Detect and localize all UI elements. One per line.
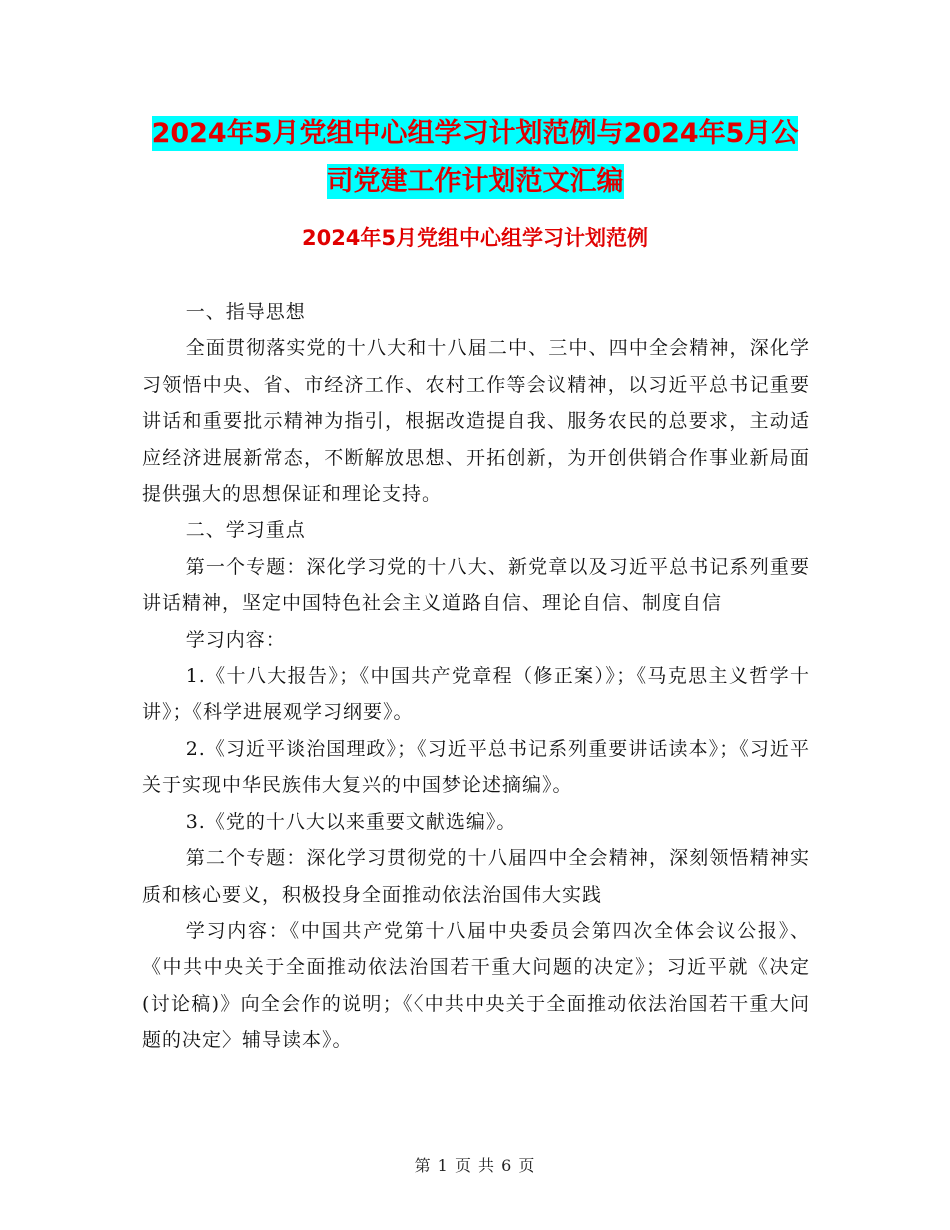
title-line-2: 司党建工作计划范文汇编 [326, 166, 624, 197]
list-item-1: 1.《十八大报告》；《中国共产党章程（修正案）》；《马克思主义哲学十讲》；《科学进展观学习纲要》。 [142, 665, 810, 724]
heading-guiding-ideology: 一、指导思想 [185, 301, 306, 323]
page-footer: 第 1 页 共 6 页 [414, 1156, 536, 1175]
heading-study-focus: 二、学习重点 [185, 519, 306, 542]
paragraph-topic-1: 第一个专题：深化学习党的十八大、新党章以及习近平总书记系列重要讲话精神，坚定中国特色社会主义道路自信、理论自信、制度自信 [142, 555, 810, 615]
list-item-3: 3.《党的十八大以来重要文献选编》。 [185, 810, 517, 833]
paragraph-guiding-ideology: 全面贯彻落实党的十八大和十八届二中、三中、四中全会精神，深化学习领悟中央、省、市经济工作、农村工作等会议精神，以习近平总书记重要讲话和重要批示精神为指引，根据改造提自我、服务农民的总要求，主动适应经济进展新常态，不断解放思想、开拓创新，为开创供销合作事业新局面提供强大的思想保证和理论支持。 [142, 337, 810, 506]
document-body [142, 294, 810, 1059]
label-study-content-1: 学习内容： [185, 628, 286, 651]
title-line-1: 2024年5月党组中心组学习计划范例与2024年5月公 [151, 118, 799, 149]
paragraph-topic-2: 第二个专题：深化学习贯彻党的十八届四中全会精神，深刻领悟精神实质和核心要义，积极投身全面推动依法治国伟大实践 [142, 847, 810, 906]
list-item-2: 2.《习近平谈治国理政》；《习近平总书记系列重要讲话读本》；《习近平关于实现中华民族伟大复兴的中国梦论述摘编》。 [142, 737, 810, 797]
section-title: 2024年5月党组中心组学习计划范例 [301, 226, 649, 250]
paragraph-study-content-2: 学习内容：《中国共产党第十八届中央委员会第四次全体会议公报》、《中共中央关于全面推动依法治国若干重大问题的决定》；习近平就《决定(讨论稿)》向全会作的说明；《〈中共中央关于全面推动依法治国若干重大问题的决定〉辅导读本》。 [142, 919, 810, 1052]
document-title [0, 110, 950, 206]
